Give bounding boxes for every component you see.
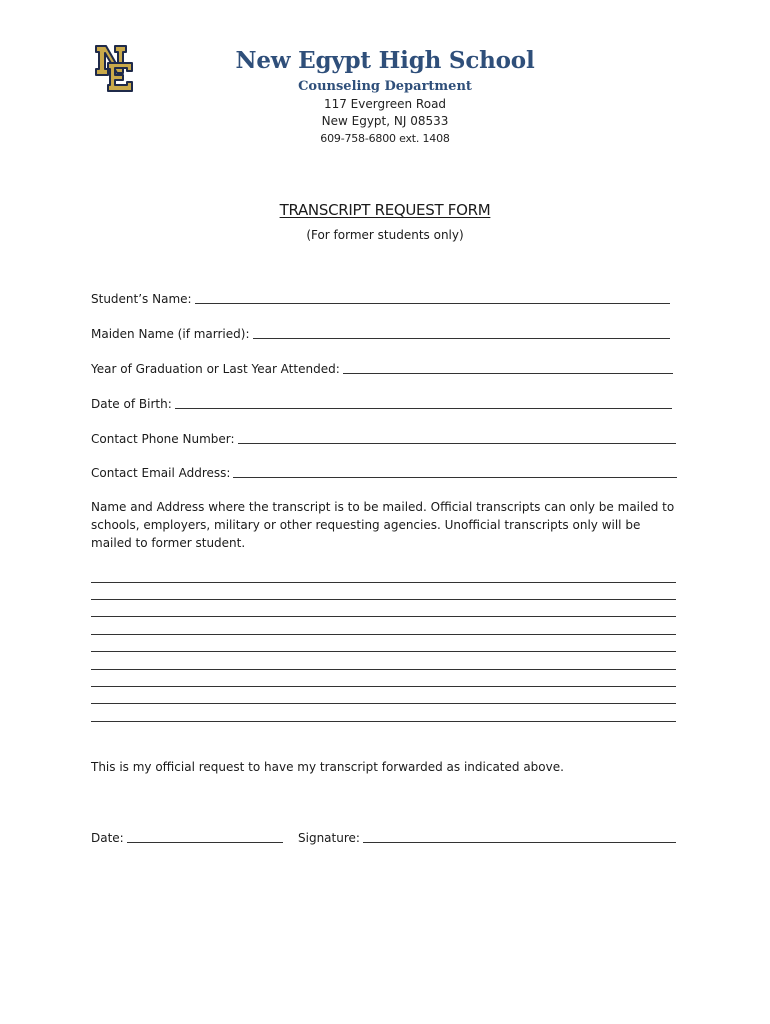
contact-phone-line[interactable] — [238, 431, 676, 444]
mailing-address-line[interactable] — [91, 686, 676, 687]
mailing-address-line[interactable] — [91, 669, 676, 670]
request-statement: This is my official request to have my transcript forwarded as indicated above. — [91, 760, 564, 774]
maiden-name-field[interactable] — [91, 323, 670, 341]
student-name-label: Student’s Name: — [91, 292, 192, 306]
signature-field[interactable] — [298, 827, 676, 845]
contact-phone-field[interactable] — [91, 428, 676, 446]
address-line-2: New Egypt, NJ 08533 — [321, 114, 449, 128]
date-line[interactable] — [127, 830, 283, 843]
contact-email-field[interactable] — [91, 462, 677, 480]
school-name: New Egypt High School — [235, 47, 535, 74]
date-of-birth-line[interactable] — [175, 396, 672, 409]
signature-line[interactable] — [363, 830, 676, 843]
mailing-address-line[interactable] — [91, 703, 676, 704]
date-label: Date: — [91, 831, 124, 845]
graduation-year-line[interactable] — [343, 361, 673, 374]
form-title — [0, 201, 770, 219]
mailing-address-line[interactable] — [91, 599, 676, 600]
mailing-address-line[interactable] — [91, 634, 676, 635]
mailing-address-line[interactable] — [91, 582, 676, 583]
contact-email-line[interactable] — [233, 465, 677, 478]
form-subtitle: (For former students only) — [306, 228, 464, 242]
mailing-address-line[interactable] — [91, 651, 676, 652]
date-of-birth-label: Date of Birth: — [91, 397, 172, 411]
date-of-birth-field[interactable] — [91, 393, 672, 411]
graduation-year-label: Year of Graduation or Last Year Attended: — [91, 362, 340, 376]
form-title-text: TRANSCRIPT REQUEST FORM — [279, 201, 491, 219]
maiden-name-label: Maiden Name (if married): — [91, 327, 250, 341]
signature-label: Signature: — [298, 831, 360, 845]
maiden-name-line[interactable] — [253, 326, 671, 339]
address-line-1: 117 Evergreen Road — [323, 97, 447, 111]
graduation-year-field[interactable] — [91, 358, 673, 376]
mailing-address-line[interactable] — [91, 616, 676, 617]
student-name-field[interactable] — [91, 288, 670, 306]
contact-phone-label: Contact Phone Number: — [91, 432, 235, 446]
contact-email-label: Contact Email Address: — [91, 466, 231, 480]
mailing-address-line[interactable] — [91, 721, 676, 722]
department-name: Counseling Department — [298, 79, 472, 94]
date-field[interactable] — [91, 827, 283, 845]
phone-number: 609-758-6800 ext. 1408 — [320, 132, 450, 145]
mailing-instructions: Name and Address where the transcript is to be mailed. Official transcripts can only be mailed to schools, employers, military or other requesting agencies. Unofficial transcripts only will be mailed to former student. — [91, 500, 675, 550]
student-name-line[interactable] — [195, 291, 670, 304]
